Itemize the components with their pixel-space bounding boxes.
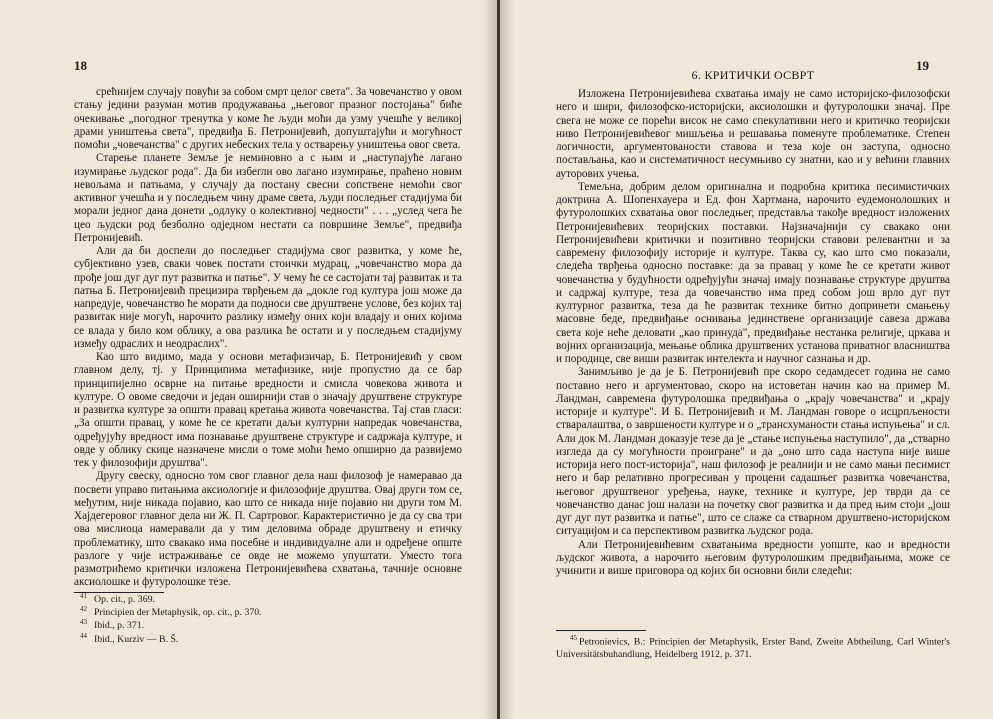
- left-page-shadow: [483, 0, 497, 719]
- right-footnote-rule: [556, 630, 646, 631]
- footnote: [74, 606, 462, 619]
- right-page-shadow: [500, 0, 514, 719]
- footnote-text: Op. cit., p. 369.: [94, 594, 155, 605]
- left-page-number: 18: [74, 58, 87, 73]
- footnote-text: Petronievics, B.: Principien der Metaphysik, Erster Band, Zweite Abtheilung, Carl Winter's Universitätsbuhandlung, Heidelberg 1912, p. 371.: [556, 636, 950, 661]
- right-paragraph-4: Али Петронијевићевим схватањима вредности уопште, као и вредности људског живота, а нарочито његовим футуролошким предвиђањима, може се учинити и више приговора од којих би основни били следећи:: [556, 538, 950, 577]
- footnote-mark: 45: [570, 634, 577, 642]
- right-paragraph-3: Занимљиво је да је Б. Петронијевић пре скоро седамдесет година не само поставио него и аргументовао, скоро на истоветан начин као на пример М. Ландман, савремена футуролошка предвиђања о „крају човечанства" и „крају историје и културе". И Б. Петронијевић и М. Ландман говоре о исцрпљености стваралаштва, о завршености културе и о „трансхуманости стања испуњења" и сл. Али док М. Ландман доказује тезе да је „стање испуњења наступило", да „стварно изгледа да су могућности проигране" и да „оно што сада наступа није више историја него пост-историја", наш филозоф је реалнији и не само мањи песимист него и бар релативно прогресиван у процени садашњег развитка човечанства, његовог друштвеног уређења, науке, технике и културе, јер тврди да се човечанство данас још налази на почетку свог развитка и да пред њим стоји „још дуг дуг пут развитка и патње", што се слаже са стварном друштвено-историјском ситуацијом и са перспективом развитка људског рода.: [556, 366, 950, 538]
- right-page-number: 19: [916, 58, 929, 73]
- left-footnotes: [74, 593, 462, 646]
- footnote: [74, 619, 462, 632]
- section-heading: 6. КРИТИЧКИ ОСВРТ: [691, 68, 815, 82]
- left-paragraph-5: Другу свеску, односно том свог главног дела наш филозоф је намеравао да посвети управо питањима аксиологије и филозофије друштва. Овај други том се, међутим, није никада појавио, као што се никада није појавио ни други том М. Хајдегеровог главног дела ни Ж. П. Сартровог. Карактеристично је да су сва три ова мислиоца намеравали да у тим деловима обраде друштвену и етичку проблематику, што свакако има посебне и индивидуалне али и одређене опште разлоге у чије истраживање се овде не можемо упуштати. Уместо тога размотрићемо критички изложена Петронијевићева схватања, тачније основне аксиолошке и футуролошке тезе.: [74, 470, 462, 589]
- footnote: [556, 632, 950, 662]
- right-page: [500, 0, 993, 719]
- footnote-text: Ibid., p. 371.: [94, 620, 145, 632]
- left-paragraph-1: срећнијем случају повући за собом смрт целог света". За човечанство у овом стању једини разуман мотив продужавања „његовог празног постојања" биће очекивање „погодног тренутка у коме ће људи моћи да узму учешће у великој драми уништења света", предвиђа Б. Петронијевић, допуштајући и могућност помоћи „човечанства" с других небеских тела у остварењу уништења овог света.: [74, 86, 462, 151]
- footnote-text: Principien der Metaphysik, op. cit., p. 370.: [94, 607, 262, 619]
- footnote-text: Ibid., Kurziv — B. Š.: [94, 633, 179, 645]
- right-page-body: [556, 88, 950, 578]
- footnote-mark: 44: [80, 631, 87, 640]
- right-paragraph-1: Изложена Петронијевићева схватања имају не само историјско-филозофски него и шири, филозофско-историјски, аксиолошки и футуролошки значај. Пре свега не може се порећи висок не само спекулативни него и критичко теоријски ниво Петронијевићевог мишљења и решавања поменуте проблематике. Степен логичности, аргументованости ставова и теза које он заступа, односно постављања, као и систематичност несумњиво су знатни, као и у већини главних ауторових учења.: [556, 88, 950, 180]
- footnote-mark: 43: [80, 618, 87, 627]
- right-paragraph-2: Темељна, добрим делом оригинална и подробна критика песимистичких доктрина А. Шопенхауера и Ед. фон Хартмана, нарочито еудемонолошких и футуролошких схватања овог последњег, представља такође вредност изложених Петронијевићевих теоријских поставки. Најзначајнији су свакако они Петронијевићеви критички и позитивно теоријски ставови релевантни и за савремену филозофију историје и културе. Таква су, као што смо показали, следећа тврђења односно поставке: да за правац у коме ће се кретати живот човечанства у будућности одређујући значај имају познавање структуре друштва и садржај културе, теза да човечанство има пред собом још врло дуг пут културног развитка, теза да ће развитак технике битно допринети смањењу масовне беде, предвиђање оснивања јединствене организације савеза држава света које неће деловати „као принуда", предвиђање нестанка религије, цркава и војних организација, мењање облика друштвених установа приватног власништва и породице, све виши развитак интелекта и научног сазнања и др.: [556, 180, 950, 365]
- right-footnotes: [556, 632, 950, 662]
- left-page-body: [74, 86, 462, 590]
- footnote: [74, 593, 462, 606]
- footnote-mark: 42: [80, 605, 87, 614]
- left-paragraph-2: Старење планете Земље је неминовно а с њим и „наступајуће лагано изумирање људског рода". Да би избегли ово лагано изумирање, праћено новим невољама и патњама, у случају да постану свесни сопствене немоћи свог активног учешћа и у последњем чину драме света, људи последњег стадијума би морали једног дана донети „одлуку о колективној чедности" . . . „услед чега ће цео људски род безболно одједном нестати са површине Земље", предвиђа Петронијевић.: [74, 152, 462, 244]
- left-paragraph-3: Али да би доспели до последњег стадијума свог развитка, у коме ће, субјективно узев, сваки човек постати стоички мудрац, „човечанство мора да прође још дуг дуг пут развитка и патње". У чему ће се састојати тај развитак и та патња Б. Петронијевић прецизира тврђењем да „докле год култура још може да напредује, човечанство ће морати да подноси све друштвене услове, без којих тај развитак није могућ, нарочито разлику између оних који владају и оних којима се влада у било ком облику, а ова разлика ће остати и у последњем стадијуму између одраслих и неодраслих".: [74, 245, 462, 350]
- footnote-mark: 41: [80, 592, 87, 600]
- left-paragraph-4: Као што видимо, мада у основи метафизичар, Б. Петронијевић у свом главном делу, тј. у Принципима метафизике, није пропустио да се бар принципијелно осврне на питање вредности и смисла човекова живота и културе. О овоме сведочи и један оширнији став о значају друштвене структуре и развитка културе за општи правац кретања живота човечанства. Тај став гласи: „За општи правац, у коме ће се кретати даљи културни напредак човечанства, одређујућу вредност има познавање друштвене структурe и садржаја културе, и овде у облику скице назначене мисли о томе моћи ћемо опширно да развијемо тек у филозофији друштва".: [74, 351, 462, 469]
- footnote: [74, 633, 462, 646]
